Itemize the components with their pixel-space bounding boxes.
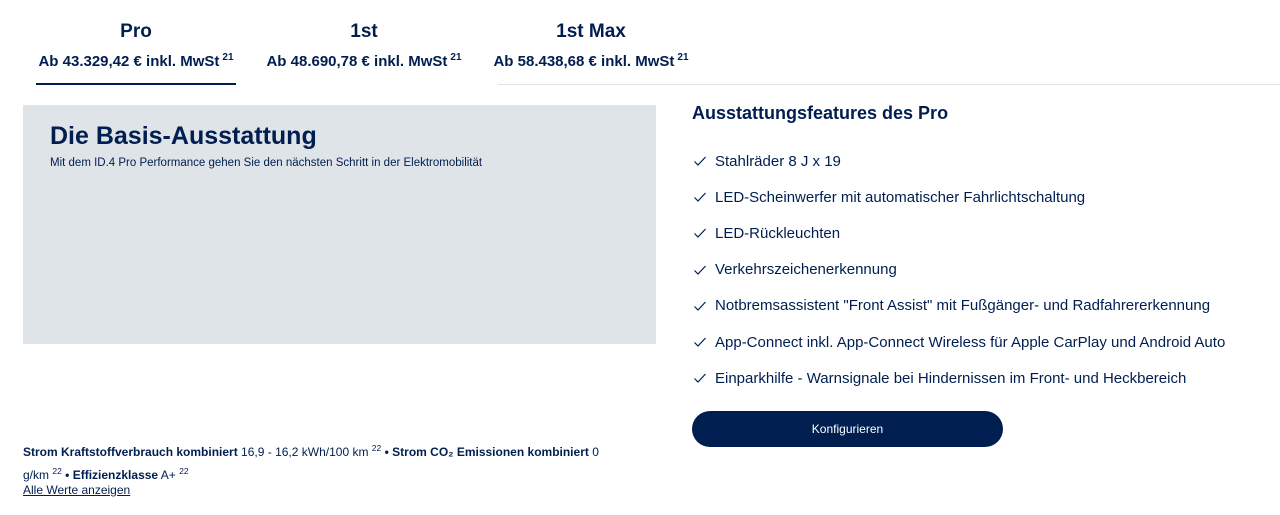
tab-pro[interactable] — [36, 12, 236, 85]
feature-label: Verkehrszeichenerkennung — [715, 261, 897, 279]
check-icon — [692, 298, 708, 314]
check-icon — [692, 334, 708, 350]
consumption-value: 16,9 - 16,2 kWh/100 km — [241, 445, 369, 459]
feature-item — [692, 324, 1225, 360]
feature-label: App-Connect inkl. App-Connect Wireless für Apple CarPlay und Android Auto — [715, 333, 1226, 351]
tab-1st-max[interactable] — [490, 12, 692, 85]
active-tab-indicator — [36, 83, 236, 85]
show-all-values-link[interactable]: Alle Werte anzeigen — [23, 483, 131, 497]
consumption-label: Strom Kraftstoffverbrauch kombiniert — [23, 445, 238, 459]
features-title: Ausstattungsfeatures des Pro — [692, 103, 949, 123]
separator: • — [384, 445, 389, 459]
tab-1st-price: Ab 48.690,78 € inkl. MwSt $^{21}$ — [266, 52, 462, 70]
efficiency-class-footnote: 22 — [179, 466, 189, 476]
feature-list — [692, 143, 1225, 396]
check-icon — [692, 189, 708, 205]
feature-item — [692, 288, 1225, 324]
efficiency-class-label: Effizienzklasse — [72, 468, 159, 482]
tab-1st-name: 1st — [350, 21, 378, 42]
hero-panel — [23, 105, 656, 344]
configure-button[interactable]: Konfigurieren — [692, 411, 1003, 447]
feature-label: Notbremsassistent "Front Assist" mit Fußgänger- und Radfahrererkennung — [715, 297, 1211, 315]
check-icon — [692, 262, 708, 278]
check-icon — [692, 370, 708, 386]
tab-1st-footnote: 21 — [450, 52, 462, 63]
feature-item — [692, 252, 1225, 288]
tab-pro-name: Pro — [120, 21, 152, 42]
trim-tabs — [23, 12, 1280, 85]
feature-item — [692, 143, 1225, 179]
tab-pro-footnote: 21 — [222, 52, 234, 63]
feature-label: LED-Scheinwerfer mit automatischer Fahrlichtschaltung — [715, 188, 1086, 206]
feature-item — [692, 360, 1225, 396]
emissions-label: Strom CO₂ Emissionen kombiniert — [392, 445, 589, 459]
tab-1st-max-footnote: 21 — [677, 52, 689, 63]
hero-title: Die Basis-Ausstattung — [50, 122, 317, 150]
tab-1st-max-price: Ab 58.438,68 € inkl. MwSt $^{21}$ — [493, 52, 689, 70]
emissions-value: 0 g/km — [23, 445, 599, 482]
feature-label: LED-Rückleuchten — [715, 224, 841, 242]
tab-pro-price: Ab 43.329,42 € inkl. MwSt $^{21}$ — [38, 52, 234, 70]
emissions-footnote: 22 — [52, 466, 62, 476]
feature-label: Einparkhilfe - Warnsignale bei Hindernissen im Front- und Heckbereich — [715, 369, 1187, 387]
tab-1st-max-name: 1st Max — [556, 21, 626, 42]
consumption-info — [23, 439, 623, 485]
hero-subtitle: Mit dem ID.4 Pro Performance gehen Sie den nächsten Schritt in der Elektromobilität — [50, 157, 483, 169]
efficiency-class-value: A+ — [160, 468, 176, 482]
check-icon — [692, 225, 708, 241]
tab-1st[interactable] — [263, 12, 465, 85]
separator: • — [65, 468, 70, 482]
feature-item — [692, 215, 1225, 251]
feature-label: Stahlräder 8 J x 19 — [715, 152, 841, 170]
check-icon — [692, 153, 708, 169]
feature-item — [692, 179, 1225, 215]
consumption-footnote: 22 — [371, 443, 382, 453]
